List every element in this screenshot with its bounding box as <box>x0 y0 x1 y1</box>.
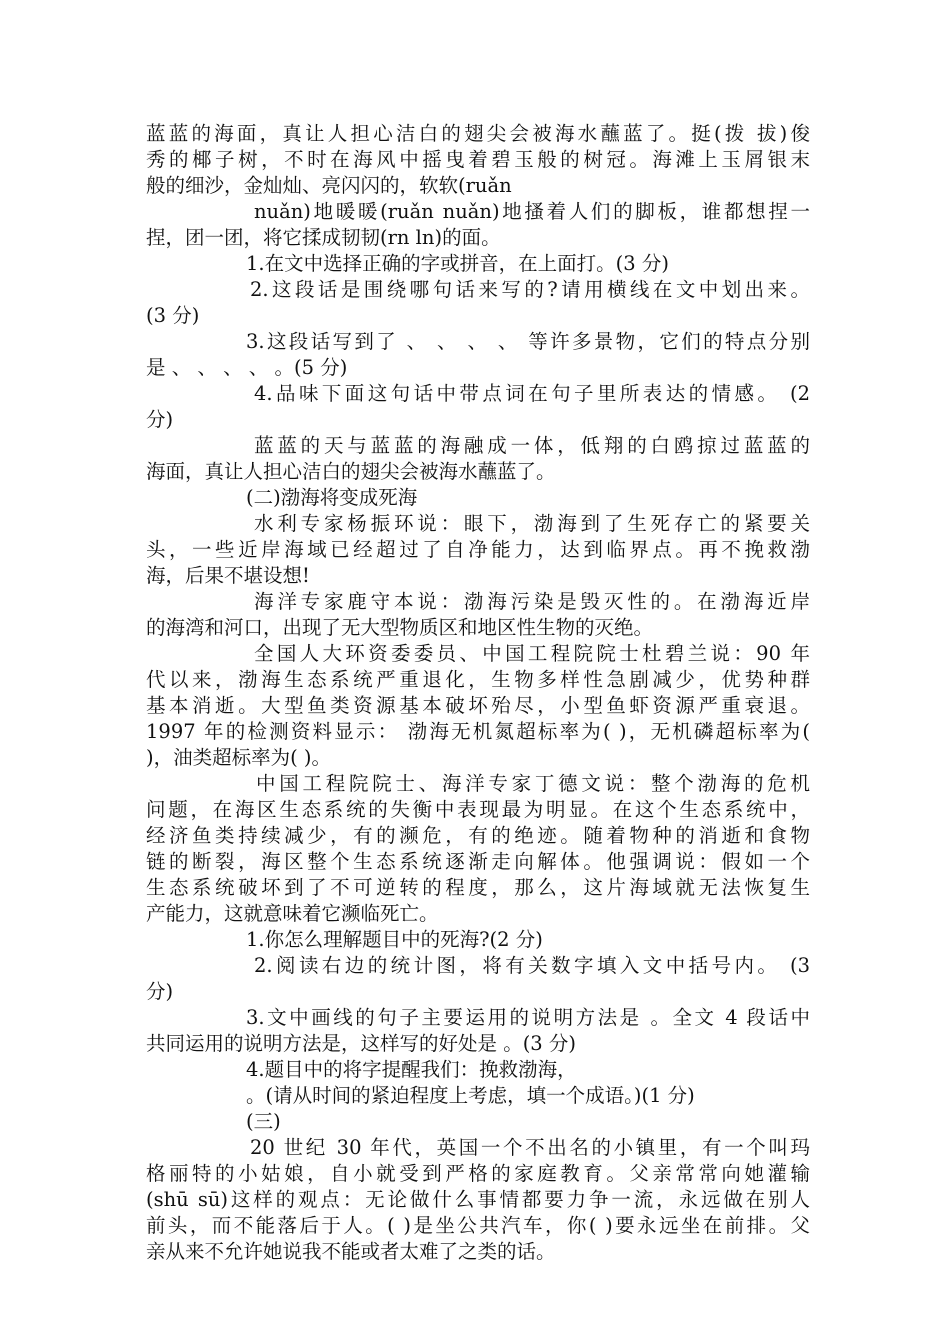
text-line: 是 、 、 、 、 。(5 分) <box>146 356 348 379</box>
question-line: 3.文中画线的句子主要运用的说明方法是 。全文 4 段话中 <box>246 1006 810 1029</box>
text-line: 海，后果不堪设想! <box>146 564 310 587</box>
section-title: (三) <box>246 1110 281 1133</box>
text-line: 格丽特的小姑娘，自小就受到严格的家庭教育。父亲常常向她灌输 <box>146 1162 810 1185</box>
text-line: 捏，团一团，将它揉成韧韧(rn ln)的面。 <box>146 226 501 249</box>
text-line: 般的细沙，金灿灿、亮闪闪的，软软(ruǎn <box>146 174 512 197</box>
text-line: 共同运用的说明方法是，这样写的好处是 。(3 分) <box>146 1032 577 1055</box>
question-line: 1.在文中选择正确的字或拼音，在上面打。(3 分) <box>246 252 669 275</box>
text-line: )，油类超标率为( )。 <box>146 746 332 769</box>
text-line: 亲从来不允许她说我不能或者太难了之类的话。 <box>146 1240 556 1263</box>
text-line: 蓝蓝的海面，真让人担心洁白的翅尖会被海水蘸蓝了。挺(拨 拔)俊 <box>146 122 810 145</box>
question-line: 4.题目中的将字提醒我们：挽救渤海， <box>246 1058 577 1081</box>
section-title: (二)渤海将变成死海 <box>246 486 418 509</box>
question-line: 4.品味下面这句话中带点词在句子里所表达的情感。 (2 <box>254 382 810 405</box>
question-line: 1.你怎么理解题目中的死海?(2 分) <box>246 928 543 951</box>
question-line: 3.这段话写到了 、 、 、 、 等许多景物，它们的特点分别 <box>246 330 810 353</box>
question-line: 2.阅读右边的统计图，将有关数字填入文中括号内。 (3 <box>254 954 810 977</box>
text-line: 前头，而不能落后于人。( )是坐公共汽车，你( )要永远坐在前排。父 <box>146 1214 810 1237</box>
text-line: 链的断裂，海区整个生态系统逐渐走向解体。他强调说：假如一个 <box>146 850 810 873</box>
text-line: 秀的椰子树，不时在海风中摇曳着碧玉般的树冠。海滩上玉屑银末 <box>146 148 810 171</box>
text-line: 代以来，渤海生态系统严重退化，生物多样性急剧减少，优势种群 <box>146 668 810 691</box>
text-line: 分) <box>146 980 174 1003</box>
text-line: (3 分) <box>146 304 200 327</box>
text-line: 的海湾和河口，出现了无大型物质区和地区性生物的灭绝。 <box>146 616 654 639</box>
text-line: 中国工程院院士、海洋专家丁德文说：整个渤海的危机 <box>256 772 810 795</box>
text-line: 基本消逝。大型鱼类资源基本破坏殆尽，小型鱼虾资源严重衰退。 <box>146 694 810 717</box>
text-line: 经济鱼类持续减少，有的濒危，有的绝迹。随着物种的消逝和食物 <box>146 824 810 847</box>
question-line: 2.这段话是围绕哪句话来写的?请用横线在文中划出来。 <box>250 278 810 301</box>
text-line: 生态系统破坏到了不可逆转的程度，那么，这片海域就无法恢复生 <box>146 876 810 899</box>
text-line: 产能力，这就意味着它濒临死亡。 <box>146 902 439 925</box>
text-line: 海洋专家鹿守本说：渤海污染是毁灭性的。在渤海近岸 <box>254 590 810 613</box>
text-line: 分) <box>146 408 174 431</box>
text-line: 全国人大环资委委员、中国工程院院士杜碧兰说：90 年 <box>254 642 810 665</box>
text-line: nuǎn)地暖暖(ruǎn nuǎn)地搔着人们的脚板，谁都想捏一 <box>254 200 810 223</box>
text-line: 问题，在海区生态系统的失衡中表现最为明显。在这个生态系统中， <box>146 798 810 821</box>
text-line: 水利专家杨振环说：眼下，渤海到了生死存亡的紧要关 <box>254 512 810 535</box>
text-line: (shū sū)这样的观点：无论做什么事情都要力争一流，永远做在别人 <box>146 1188 810 1211</box>
document-body <box>146 121 810 1265</box>
text-line: 头，一些近岸海域已经超过了自净能力，达到临界点。再不挽救渤 <box>146 538 810 561</box>
text-line: 。(请从时间的紧迫程度上考虑，填一个成语。)(1 分) <box>246 1084 695 1107</box>
quoted-sentence: 海面，真让人担心洁白的翅尖会被海水蘸蓝了。 <box>146 460 556 483</box>
text-line: 1997 年的检测资料显示： 渤海无机氮超标率为( )，无机磷超标率为( <box>146 720 810 743</box>
text-line: 20 世纪 30 年代，英国一个不出名的小镇里，有一个叫玛 <box>250 1136 810 1159</box>
quoted-sentence: 蓝蓝的天与蓝蓝的海融成一体，低翔的白鸥掠过蓝蓝的 <box>254 434 810 457</box>
